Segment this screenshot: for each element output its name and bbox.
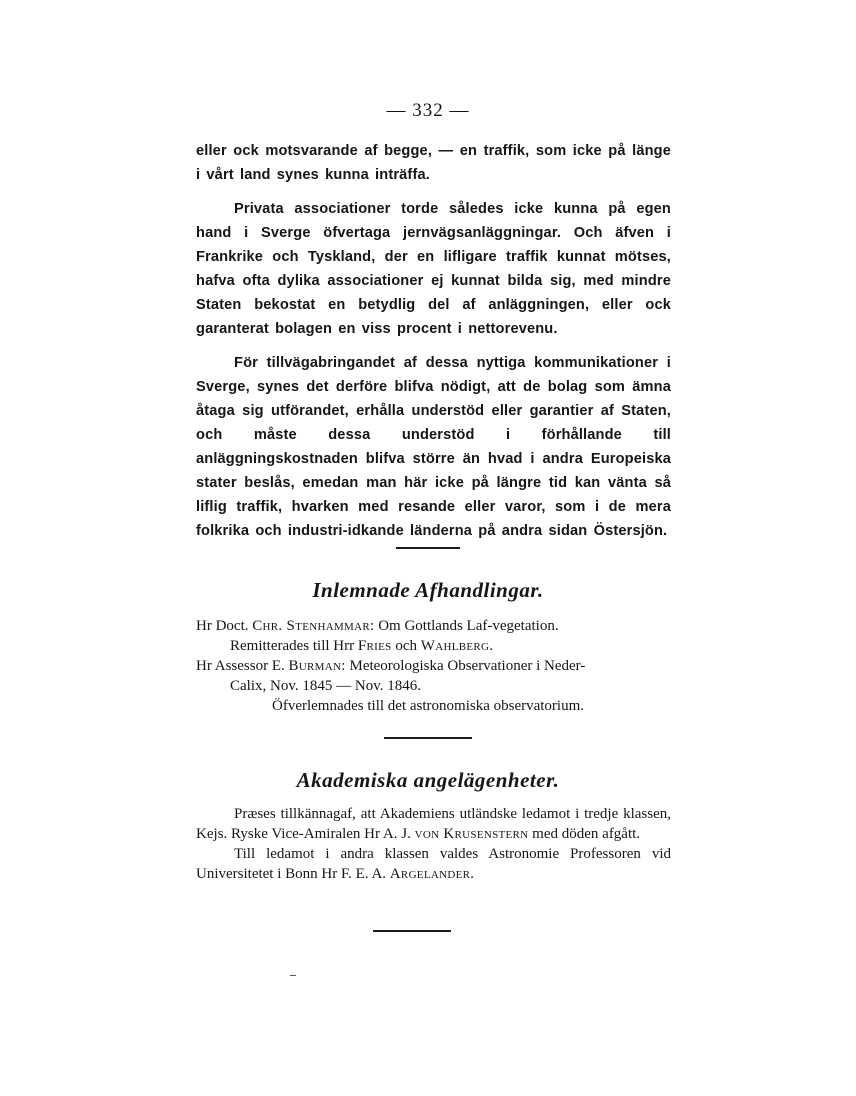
entry-stenhammar	[196, 616, 671, 636]
afhandlingar-list	[196, 616, 671, 716]
section-heading-angelagenheter: Akademiska angelägenheter.	[296, 768, 560, 792]
page-number: — 332 —	[386, 100, 470, 121]
entry-title: Om Gottlands Laf-vegetation.	[378, 618, 559, 634]
entry-title-line1: Meteorologiska Observationer i Neder-	[349, 658, 586, 674]
section-divider	[384, 737, 472, 739]
body-text	[196, 139, 671, 543]
paragraph-2: Privata associationer torde således icke kunna på egen hand i Sverge öfvertaga jernvägsanläggningar. Och äfven i Frankrike och Tyskland, der en lifligare traffik kunnat mötses, hafva ofta dylika associationer ej kunnat bilda sig, med mindre Staten bekostat en betydlig del af anläggningen, eller ock garanterat bolagen en viss procent i nettorevenu.	[196, 201, 671, 337]
section-divider	[396, 547, 460, 549]
section-divider	[373, 930, 451, 932]
angelagenheter-text	[196, 804, 671, 884]
print-mark	[290, 975, 296, 976]
announcement-text: Præses tillkännagaf, att Akademiens utländske ledamot i tredje klassen, Kejs. Ryske Vice-Amiralen Hr A. J.	[196, 806, 671, 842]
entry-title-line2: Calix, Nov. 1845 — Nov. 1846.	[230, 678, 421, 694]
announcement-paragraph	[196, 804, 671, 844]
person-name: von Krusenstern	[414, 826, 529, 842]
author-name: Chr. Stenhammar:	[252, 618, 375, 634]
entry-prefix: Hr Doct.	[196, 618, 249, 634]
entry-note: Öfverlemnades till det astronomiska observatorium.	[272, 698, 585, 714]
remit-conjunction: och	[395, 638, 417, 654]
remit-prefix: Remitterades till Hrr	[230, 638, 355, 654]
remit-name-wahlberg: Wahlberg.	[420, 638, 494, 654]
election-text: Till ledamot i andra klassen valdes Astronomie Professoren vid Universitetet i Bonn Hr F. E. A.	[196, 846, 671, 882]
section-heading-afhandlingar: Inlemnade Afhandlingar.	[312, 578, 544, 602]
paragraph-3: För tillvägabringandet af dessa nyttiga kommunikationer i Sverge, synes det derföre blifva nödigt, att de bolag som ämna åtaga sig utförandet, erhålla understöd eller garantier af Staten, och måste dessa understöd i förhållande till anläggningskostnaden blifva större än hvad i andra Europeiska stater beslås, emedan man här icke på längre tid kan vänta så liflig traffik, hvarken med resande eller varor, som i de mera folkrika och industri-idkande länderna på andra sidan Östersjön.	[196, 355, 671, 539]
paragraph-1: eller ock motsvarande af begge, — en traffik, som icke på länge i vårt land synes kunna inträffa.	[196, 143, 671, 183]
entry-prefix: Hr Assessor E.	[196, 658, 285, 674]
entry-remittance	[196, 636, 671, 656]
person-name: Argelander.	[389, 866, 475, 882]
entry-burman	[196, 656, 671, 676]
remit-name-fries: Fries	[357, 638, 392, 654]
author-name: Burman:	[288, 658, 346, 674]
election-paragraph	[196, 844, 671, 884]
announcement-end: med döden afgått.	[532, 826, 641, 842]
